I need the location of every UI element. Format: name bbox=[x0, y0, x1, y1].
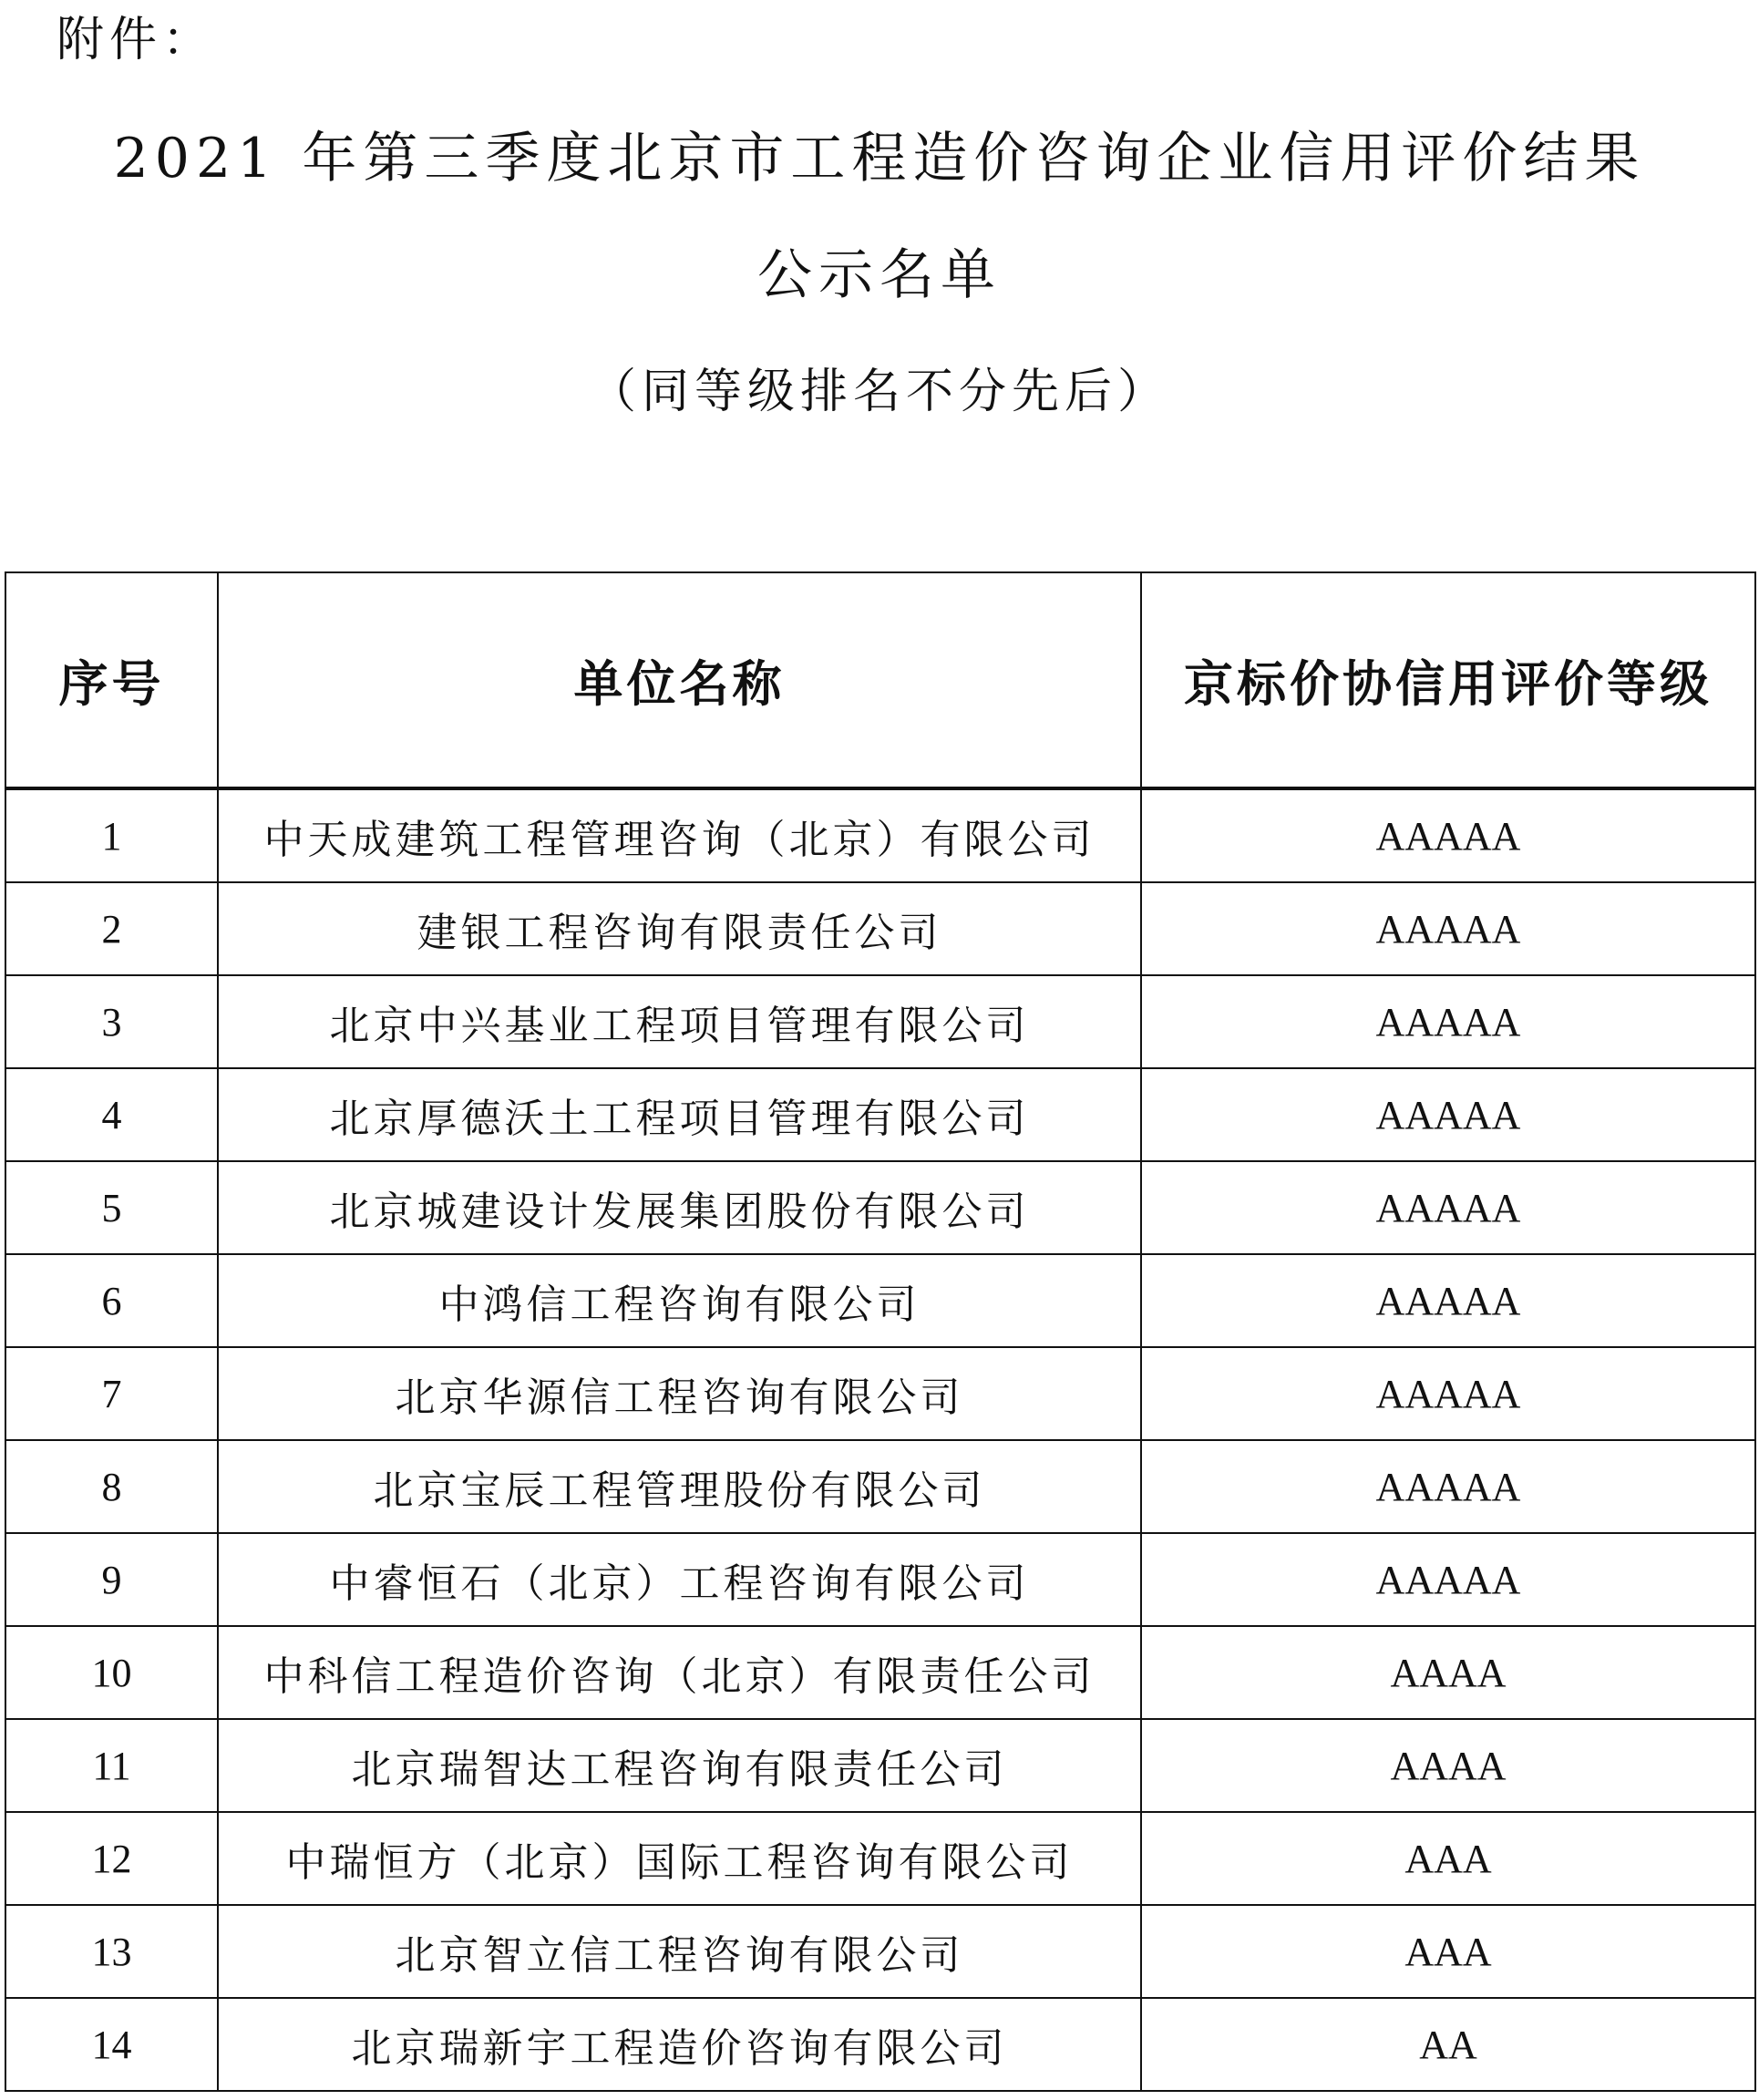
credit-grade: AAAA bbox=[1141, 1719, 1755, 1812]
header-credit-grade: 京标价协信用评价等级 bbox=[1141, 572, 1755, 788]
row-number: 2 bbox=[5, 882, 218, 975]
table-row bbox=[5, 1161, 1755, 1254]
company-name: 中天成建筑工程管理咨询（北京）有限公司 bbox=[218, 788, 1141, 882]
company-name: 中鸿信工程咨询有限公司 bbox=[218, 1254, 1141, 1347]
company-name: 中瑞恒方（北京）国际工程咨询有限公司 bbox=[218, 1812, 1141, 1905]
row-number: 9 bbox=[5, 1533, 218, 1626]
company-name: 北京厚德沃土工程项目管理有限公司 bbox=[218, 1068, 1141, 1161]
attachment-label: 附件： bbox=[57, 13, 216, 67]
company-name: 北京城建设计发展集团股份有限公司 bbox=[218, 1161, 1141, 1254]
credit-grade: AAAAA bbox=[1141, 1161, 1755, 1254]
credit-grade: AAAAA bbox=[1141, 1533, 1755, 1626]
table-body bbox=[5, 788, 1755, 2091]
table-row bbox=[5, 1626, 1755, 1719]
row-number: 11 bbox=[5, 1719, 218, 1812]
company-name: 北京瑞新宇工程造价咨询有限公司 bbox=[218, 1998, 1141, 2091]
credit-grade: AAAAA bbox=[1141, 1254, 1755, 1347]
credit-grade: AAAAA bbox=[1141, 975, 1755, 1068]
table-header-row bbox=[5, 572, 1755, 788]
credit-grade: AAAAA bbox=[1141, 1347, 1755, 1440]
row-number: 13 bbox=[5, 1905, 218, 1998]
credit-grade: AAAAA bbox=[1141, 882, 1755, 975]
header-company-name: 单位名称 bbox=[218, 572, 1141, 788]
document-title-line-2: 公示名单 bbox=[757, 243, 1002, 307]
table-row bbox=[5, 1440, 1755, 1533]
row-number: 3 bbox=[5, 975, 218, 1068]
credit-grade: AAAAA bbox=[1141, 788, 1755, 882]
company-name: 北京瑞智达工程咨询有限责任公司 bbox=[218, 1719, 1141, 1812]
row-number: 6 bbox=[5, 1254, 218, 1347]
row-number: 1 bbox=[5, 788, 218, 882]
company-name: 北京中兴基业工程项目管理有限公司 bbox=[218, 975, 1141, 1068]
document-title-line-1: 2021 年第三季度北京市工程造价咨询企业信用评价结果 bbox=[113, 127, 1646, 190]
document-subtitle: （同等级排名不分先后） bbox=[588, 365, 1170, 419]
company-name: 北京宝辰工程管理股份有限公司 bbox=[218, 1440, 1141, 1533]
credit-grade: AAA bbox=[1141, 1812, 1755, 1905]
row-number: 8 bbox=[5, 1440, 218, 1533]
table-row bbox=[5, 1719, 1755, 1812]
table-row bbox=[5, 788, 1755, 882]
company-name: 建银工程咨询有限责任公司 bbox=[218, 882, 1141, 975]
table-row bbox=[5, 1533, 1755, 1626]
table-row bbox=[5, 975, 1755, 1068]
row-number: 12 bbox=[5, 1812, 218, 1905]
header-serial-number: 序号 bbox=[5, 572, 218, 788]
row-number: 4 bbox=[5, 1068, 218, 1161]
company-name: 中睿恒石（北京）工程咨询有限公司 bbox=[218, 1533, 1141, 1626]
table-row bbox=[5, 1068, 1755, 1161]
company-name: 北京华源信工程咨询有限公司 bbox=[218, 1347, 1141, 1440]
company-name: 中科信工程造价咨询（北京）有限责任公司 bbox=[218, 1626, 1141, 1719]
table-row bbox=[5, 1998, 1755, 2091]
company-name: 北京智立信工程咨询有限公司 bbox=[218, 1905, 1141, 1998]
row-number: 14 bbox=[5, 1998, 218, 2091]
table-row bbox=[5, 1812, 1755, 1905]
row-number: 5 bbox=[5, 1161, 218, 1254]
credit-rating-table bbox=[5, 571, 1756, 2092]
table-row bbox=[5, 882, 1755, 975]
row-number: 7 bbox=[5, 1347, 218, 1440]
credit-grade: AAAAA bbox=[1141, 1440, 1755, 1533]
credit-grade: AAAAA bbox=[1141, 1068, 1755, 1161]
credit-grade: AA bbox=[1141, 1998, 1755, 2091]
table-row bbox=[5, 1905, 1755, 1998]
credit-grade: AAA bbox=[1141, 1905, 1755, 1998]
table-row bbox=[5, 1347, 1755, 1440]
row-number: 10 bbox=[5, 1626, 218, 1719]
credit-grade: AAAA bbox=[1141, 1626, 1755, 1719]
table-row bbox=[5, 1254, 1755, 1347]
